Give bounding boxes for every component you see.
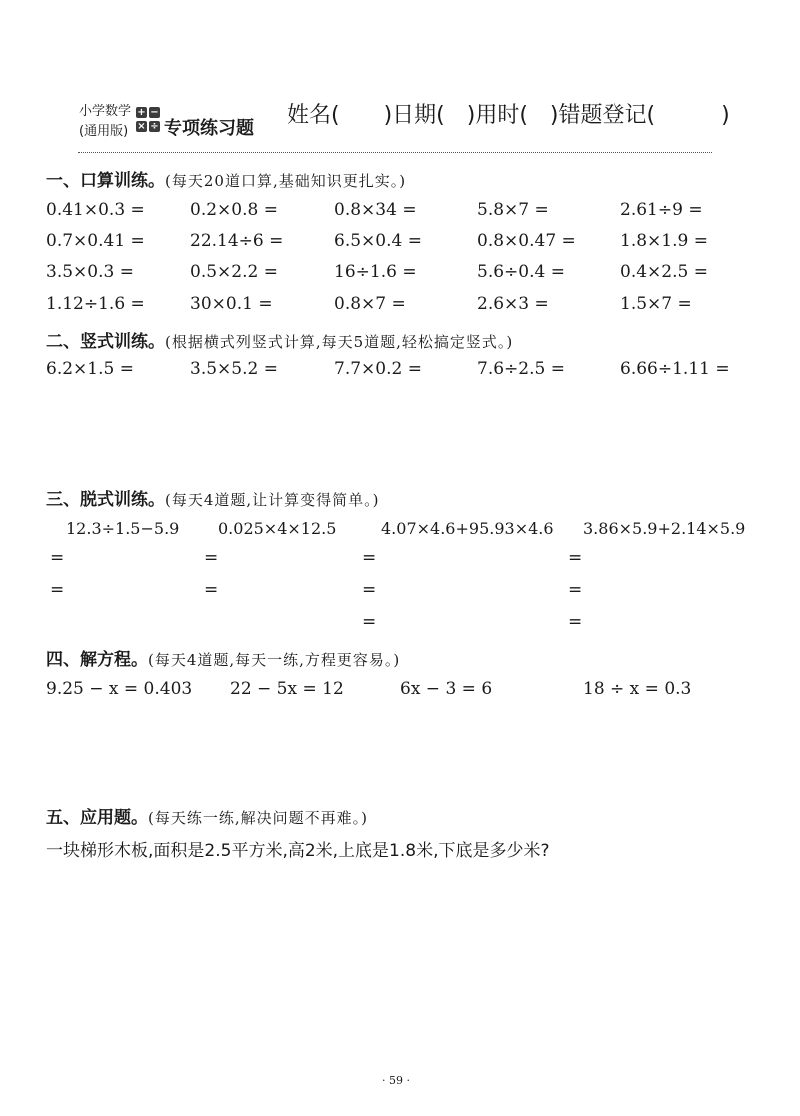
oral-problem: 22.14÷6 = <box>190 231 284 251</box>
oral-problem: 1.12÷1.6 = <box>46 294 145 314</box>
equation-problem: 22 − 5x = 12 <box>230 679 344 699</box>
equals-sign: = <box>568 612 583 632</box>
stepwise-problem: 4.07×4.6+95.93×4.6 <box>381 519 554 538</box>
brand-line-1: 小学数学 <box>79 104 132 119</box>
section-1-heading <box>46 166 406 191</box>
section-5-heading <box>46 803 368 828</box>
section-5-note: (每天练一练,解决问题不再难。) <box>148 809 368 827</box>
section-5-title: 五、应用题。 <box>46 808 148 828</box>
plus-icon: + <box>137 107 146 118</box>
oral-problem: 3.5×0.3 = <box>46 262 134 282</box>
oral-problem: 0.8×34 = <box>334 200 417 220</box>
oral-problem: 16÷1.6 = <box>334 262 417 282</box>
equals-sign: = <box>568 580 583 600</box>
oral-problem: 1.8×1.9 = <box>620 231 708 251</box>
oral-problem: 0.4×2.5 = <box>620 262 708 282</box>
equals-sign: = <box>362 580 377 600</box>
oral-problem: 2.6×3 = <box>477 294 549 314</box>
oral-problem: 30×0.1 = <box>190 294 273 314</box>
section-1-title: 一、口算训练。 <box>46 171 165 191</box>
oral-problem: 0.2×0.8 = <box>190 200 278 220</box>
equals-sign: = <box>50 548 65 568</box>
equals-sign: = <box>568 548 583 568</box>
oral-problem: 0.5×2.2 = <box>190 262 278 282</box>
equals-sign: = <box>204 580 219 600</box>
equals-sign: = <box>50 580 65 600</box>
section-4-note: (每天4道题,每天一练,方程更容易。) <box>148 651 401 669</box>
brand-title: 专项练习题 <box>164 118 254 139</box>
equation-problem: 6x − 3 = 6 <box>400 679 493 699</box>
equals-sign: = <box>204 548 219 568</box>
header-divider <box>78 152 712 153</box>
stepwise-problem: 12.3÷1.5−5.9 <box>66 519 180 538</box>
section-4-heading <box>46 645 400 670</box>
word-problem-question: 一块梯形木板,面积是2.5平方米,高2米,上底是1.8米,下底是多少米? <box>46 841 550 861</box>
section-4-title: 四、解方程。 <box>46 650 148 670</box>
stepwise-problem: 3.86×5.9+2.14×5.9 <box>583 519 746 538</box>
divide-icon: ÷ <box>150 121 159 132</box>
equation-problem: 18 ÷ x = 0.3 <box>583 679 692 699</box>
brand-line-2: (通用版) <box>79 124 129 139</box>
oral-problem: 5.6÷0.4 = <box>477 262 565 282</box>
section-1-note: (每天20道口算,基础知识更扎实。) <box>165 172 407 190</box>
equals-sign: = <box>362 612 377 632</box>
section-3-note: (每天4道题,让计算变得简单。) <box>165 491 380 509</box>
oral-problem: 0.8×0.47 = <box>477 231 576 251</box>
vertical-problem: 7.7×0.2 = <box>334 359 422 379</box>
section-2-note: (根据横式列竖式计算,每天5道题,轻松搞定竖式。) <box>165 333 514 351</box>
vertical-problem: 7.6÷2.5 = <box>477 359 565 379</box>
section-2-heading <box>46 327 513 352</box>
equals-sign: = <box>362 548 377 568</box>
oral-problem: 1.5×7 = <box>620 294 692 314</box>
section-2-title: 二、竖式训练。 <box>46 332 165 352</box>
vertical-problem: 3.5×5.2 = <box>190 359 278 379</box>
multiply-icon: × <box>137 121 146 132</box>
section-3-heading <box>46 485 380 510</box>
stepwise-problem: 0.025×4×12.5 <box>218 519 337 538</box>
oral-problem: 0.7×0.41 = <box>46 231 145 251</box>
minus-icon: − <box>150 107 159 118</box>
oral-problem: 6.5×0.4 = <box>334 231 422 251</box>
page-number: · 59 · <box>382 1074 410 1087</box>
oral-problem: 5.8×7 = <box>477 200 549 220</box>
oral-problem: 0.41×0.3 = <box>46 200 145 220</box>
oral-problem: 0.8×7 = <box>334 294 406 314</box>
equation-problem: 9.25 − x = 0.403 <box>46 679 193 699</box>
vertical-problem: 6.2×1.5 = <box>46 359 134 379</box>
vertical-problem: 6.66÷1.11 = <box>620 359 730 379</box>
oral-problem: 2.61÷9 = <box>620 200 703 220</box>
section-3-title: 三、脱式训练。 <box>46 490 165 510</box>
student-info-fields: 姓名( )日期( )用时( )错题登记( ) <box>287 103 730 128</box>
